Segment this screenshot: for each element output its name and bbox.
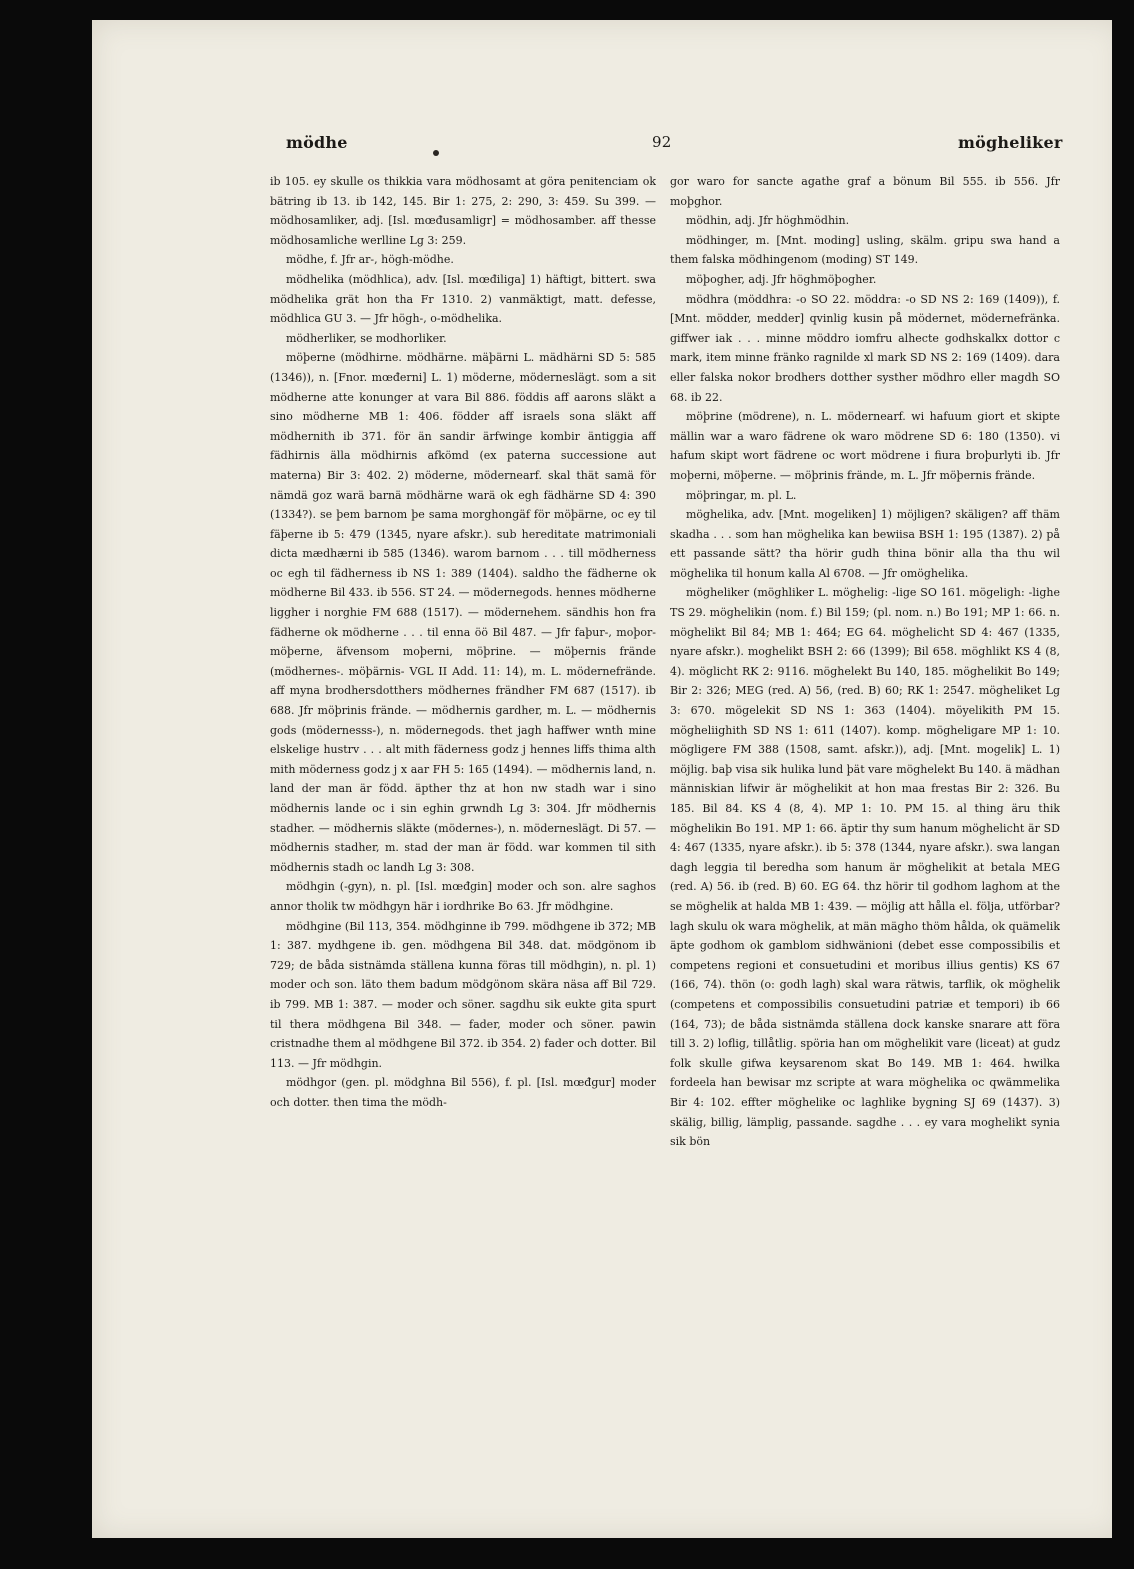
entry-paragraph: möþrine (mödrene), n. L. mödernearf. wi hafuum giort et skipte mällin war a waro fädrene ok waro mödrene SD 6: 180 (1350). vi hafum skipt wort fädrene oc wort mödrene i fiura broþurlyti ib. Jfr moþerni, möþerne. — möþrinis frände, m. L. Jfr möþernis frände. [670,410,1060,482]
entry-paragraph: mödherliker, se modhorliker. [286,331,447,345]
right-column [670,172,1060,1362]
entry-paragraph: mödhinger, m. [Mnt. moding] usling, skälm. gripu swa hand a them falska mödhingenom (moding) ST 149. [670,233,1060,267]
entry-paragraph: mödhgor (gen. pl. mödghna Bil 556), f. pl. [Isl. mœđgur] moder och dotter. then tima the mödh- [270,1076,656,1109]
entry-paragraph: möghelika, adv. [Mnt. mogeliken] 1) möjligen? skäligen? aff thäm skadha . . . som han möghelika kan bewiisa BSH 1: 195 (1387). 2) på ett passande sätt? tha hörir gudh thina bönir alla tha thu wil möghelika til honum kalla Al 6708. — Jfr omöghelika. [670,508,1060,580]
entry-paragraph: mödhelika (mödhlica), adv. [Isl. mœđiliga] 1) häftigt, bittert. swa mödhelika grät hon tha Fr 1310. 2) vanmäktigt, matt. defesse, mödhlica GU 3. — Jfr högh-, o-mödhelika. [270,272,656,326]
entry-paragraph: möþogher, adj. Jfr höghmöþogher. [686,272,877,286]
entry-paragraph: mödhgine (Bil 113, 354. mödhginne ib 799. mödhgene ib 372; MB 1: 387. mydhgene ib. gen. mödhgena Bil 348. dat. mödgönom ib 729; de båda sistnämda ställena kunna föras till mödhgin), n. pl. 1) moder och son. läto them badum mödgönom skära näsa aff Bil 729. ib 799. MB 1: 387. — moder och söner. sagdhu sik eukte gita spurt til thera mödhgena Bil 348. — fader, moder och söner. pawin cristnadhe them al mödhgene Bil 372. ib 354. 2) fader och dotter. Bil 113. — Jfr mödhgin. [270,919,656,1070]
ink-dot [433,150,439,156]
entry-paragraph: mögheliker (möghliker L. möghelig: -lige SO 161. mögeligh: -lighe TS 29. möghelikin (nom. f.) Bil 159; (pl. nom. n.) Bo 191; MP 1: 66. n. möghelikt Bil 84; MB 1: 464; EG 64. möghelicht SD 4: 467 (1335, nyare afskr.). moghelikt BSH 2: 66 (1399); Bil 658. möghlikt KS 4 (8, 4). möglicht RK 2: 9116. möghelekt Bu 140, 185. möghelikit Bo 149; Bir 2: 326; MEG (red. A) 56, (red. B) 60; RK 1: 2547. mögheliket Lg 3: 670. mögelekit SD NS 1: 363 (1404). möyelikith PM 15. mögheliighith SD NS 1: 611 (1407). komp. mögheligare MP 1: 10. mögligere FM 388 (1508, samt. afskr.)), adj. [Mnt. mogelik] L. 1) möjlig. baþ visa sik hulika lund þät vare möghelekt Bu 140. ä mädhan människian lifwir är möghelikit at hon maa frestas Bir 2: 326. Bu 185. Bil 84. KS 4 (8, 4). MP 1: 10. PM 15. al thing äru thik möghelikin Bo 191. MP 1: 66. äptir thy sum hanum möghelicht är SD 4: 467 (1335, nyare afskr.). ib 5: 378 (1344, nyare afskr.). swa langan dagh leggia til beredha som hanum är möghelikit at betala MEG (red. A) 56. ib (red. B) 60. EG 64. thz hörir til godhom laghom at the se möghelik at halda MB 1: 439. — möjlig att hålla el. följa, utförbar? lagh skulu ok wara möghelik, at män mägho thöm hålda, ok quämelik äpte godhom ok gamblom sidhwänioni (debet esse compossibilis et competens regioni et consuetudini et moribus illius gentis) KS 67 (166, 74). thön (o: godh lagh) skal wara rätwis, tarflik, ok möghelik (competens et compossibilis consuetudini patriæ et tempori) ib 66 (164, 73); de båda sistnämda ställena dock kanske snarare att föra till 3. 2) loflig, tillåtlig. spöria han om möghelikit vare (liceat) at gudz folk skulle gifwa keysarenom skat Bo 149. MB 1: 464. hwilka fordeela han bewisar mz scripte at wara möghelika oc qwämmelika Bir 4: 102. effter möghelike oc laghlike bygning SJ 69 (1437). 3) skälig, billig, lämplig, passande. sagdhe . . . ey vara moghelikt synia sik bön [670,586,1060,1149]
entry-paragraph: gor waro for sancte agathe graf a bönum Bil 555. ib 556. Jfr moþghor. [670,175,1060,208]
page-edge [1112,0,1134,1569]
entry-paragraph: ib 105. ey skulle os thikkia vara mödhosamt at göra penitenciam ok bätring ib 13. ib 142, 145. Bir 1: 275, 2: 290, 3: 459. Su 399. — mödhosamliker, adj. [Isl. mœđusamligr] = mödhosamber. aff thesse mödhosamliche werlline Lg 3: 259. [270,175,656,247]
entry-paragraph: möþringar, m. pl. L. [686,488,797,502]
entry-paragraph: mödhe, f. Jfr ar-, högh-mödhe. [286,253,454,267]
entry-paragraph: mödhra (möddhra: -o SO 22. möddra: -o SD NS 2: 169 (1409)), f. [Mnt. mödder, medder] qvinlig kusin på mödernet, mödernefränka. giffwer iak . . . minne möddro iomfru alhecte godhskalkx dottor c mark, item minne fränko ragnilde xl mark SD NS 2: 169 (1409). dara eller falska nokor brodhers dotther systher mödhro eller magdh SO 68. ib 22. [670,292,1060,404]
page-number: 92 [652,133,672,151]
left-column [270,172,656,1362]
entry-paragraph: mödhin, adj. Jfr höghmödhin. [686,214,850,228]
entry-paragraph: möþerne (mödhirne. mödhärne. mäþärni L. mädhärni SD 5: 585 (1346)), n. [Fnor. mœđerni] L. 1) möderne, möderneslägt. som a sit mödherne atte konunger at vara Bil 886. föddis aff aarons släkt a sino mödherne MB 1: 406. födder aff israels sona släkt aff mödhernith ib 371. för än sandir ärfwinge kombir äntiggia aff fädhirnis älla mödhirnis afkömd (ex paterna successione aut materna) Bir 3: 402. 2) möderne, mödernearf. skal thät samä för nämdä goz warä barnä mödhärne warä ok egh fädhärne SD 4: 390 (1334?). se þem barnom þe sama morghongäf för möþärne, oc ey til fäþerne ib 5: 479 (1345, nyare afskr.). sub hereditate matrimoniali dicta mædhærni ib 585 (1346). warom barnom . . . till mödherness oc egh til fädherness ib NS 1: 389 (1404). saldho the fädherne ok mödherne Bil 433. ib 556. ST 24. — mödernegods. hennes mödherne liggher i norghie FM 688 (1517). — mödernehem. sändhis hon fra fädherne ok mödherne . . . til enna öö Bil 487. — Jfr faþur-, moþor-möþerne, äfvensom moþerni, möþrine. — möþernis frände (mödhernes-. möþärnis- VGL II Add. 11: 14), m. L. mödernefrände. aff myna brodhersdotthers mödhernes frändher FM 687 (1517). ib 688. Jfr möþrinis frände. — mödhernis gardher, m. L. — mödhernis gods (mödernesss-), n. mödernegods. thet jagh haffwer wnth mine elskelige hustrv . . . alt mith fäderness godz j hennes liffs thima alth mith möderness godz j x aar FH 5: 165 (1494). — mödhernis land, n. land der man är född. äpther thz at hon nw stadh war i sino mödhernis lande oc i sin eghin grwndh Lg 3: 304. Jfr mödhernis stadher. — mödhernis släkte (mödernes-), n. möderneslägt. Di 57. — mödhernis stadher, m. stad der man är född. war kommen til sith mödhernis stadh oc landh Lg 3: 308. [270,351,656,874]
running-head-left: mödhe [286,133,348,152]
running-head-right: mögheliker [958,133,1063,152]
entry-paragraph: mödhgin (-gyn), n. pl. [Isl. mœđgin] moder och son. alre saghos annor tholik tw mödhgyn här i iordhrike Bo 63. Jfr mödhgine. [270,880,656,913]
